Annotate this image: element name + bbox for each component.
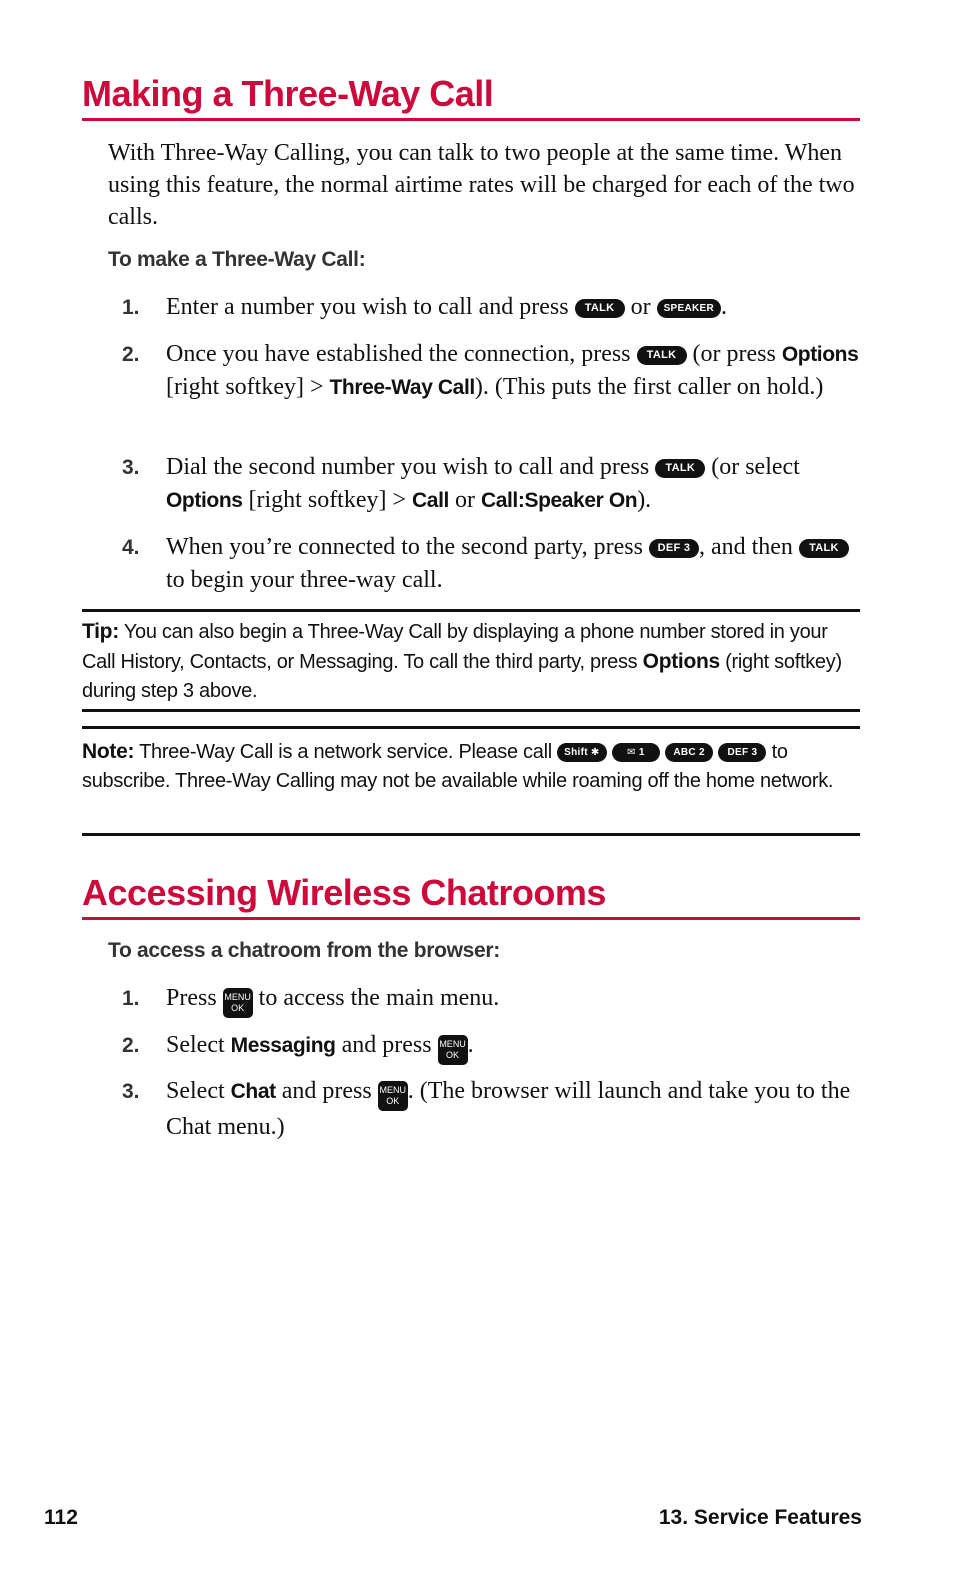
note-text: Three-Way Call is a network service. Please call [139, 741, 552, 763]
text: Once you have established the connection, press [166, 341, 631, 367]
text: or [454, 487, 475, 513]
step-number: 1. [122, 296, 140, 319]
step-text [166, 291, 860, 324]
tip-top-rule [82, 609, 860, 612]
text: (or select [711, 454, 800, 480]
note-box [82, 737, 860, 796]
tip-bottom-rule [82, 709, 860, 712]
tip-box [82, 617, 860, 706]
chat-label: Chat [230, 1080, 276, 1103]
text: Select [166, 1078, 225, 1104]
intro-paragraph: With Three-Way Calling, you can talk to two people at the same time. When using this feature, the normal airtime rates will be charged for each of the two calls. [108, 140, 855, 230]
three-way-call-label: Three-Way Call [329, 376, 475, 399]
text: and press [281, 1078, 372, 1104]
options-label: Options [642, 650, 720, 673]
text: Select [166, 1032, 225, 1058]
talk-key-icon: TALK [637, 346, 687, 365]
menu-key-bottom: OK [231, 1003, 245, 1013]
text: . [467, 1032, 474, 1058]
step-number: 3. [122, 1080, 140, 1103]
menu-key-top: MENU [379, 1085, 406, 1095]
tip-label: Tip: [82, 620, 119, 643]
options-label: Options [166, 489, 243, 512]
menu-ok-key-icon [438, 1035, 468, 1065]
step-text [166, 531, 860, 597]
text: [right softkey] > [248, 487, 407, 513]
text: Press [166, 985, 217, 1011]
text: and press [341, 1032, 432, 1058]
note-text: to subscribe. Three-Way Calling may not be available while roaming off the home network. [82, 741, 834, 792]
menu-key-top: MENU [439, 1039, 466, 1049]
note-label: Note: [82, 740, 135, 763]
call-speaker-on-label: Call:Speaker On [480, 489, 638, 512]
text: Dial the second number you wish to call and press [166, 454, 650, 480]
page-number: 112 [44, 1506, 78, 1529]
talk-key-icon: TALK [799, 539, 849, 558]
key-3-icon: DEF 3 [718, 743, 766, 762]
text: [right softkey] > [166, 374, 324, 400]
step-text [166, 338, 860, 404]
step-number: 3. [122, 456, 140, 479]
text: to begin your three-way call. [166, 567, 443, 593]
text: to access the main menu. [258, 985, 500, 1011]
step-number: 4. [122, 536, 140, 559]
step-text [166, 982, 860, 1018]
key-1-icon: ✉ 1 [612, 743, 660, 762]
menu-ok-key-icon [378, 1081, 408, 1111]
tip-text: (right softkey) during step 3 above. [82, 651, 842, 702]
key-2-icon: ABC 2 [665, 743, 713, 762]
text: or [630, 294, 651, 320]
def3-key-icon: DEF 3 [649, 539, 699, 558]
tip-text: You can also begin a Three-Way Call by displaying a phone number stored in your Call History, Contacts, or Messaging. To call the third party, press [82, 621, 828, 673]
messaging-label: Messaging [230, 1034, 336, 1057]
text: When you’re connected to the second party, press [166, 534, 643, 560]
menu-key-bottom: OK [386, 1096, 400, 1106]
menu-ok-key-icon [223, 988, 253, 1018]
step-number: 2. [122, 343, 140, 366]
talk-key-icon: TALK [575, 299, 625, 318]
text: ). (This puts the first caller on hold.) [474, 374, 824, 400]
text: ). [637, 487, 652, 513]
step-text [166, 1075, 860, 1144]
call-label: Call [412, 489, 449, 512]
text: . [721, 294, 728, 320]
options-label: Options [781, 343, 859, 366]
note-top-rule [82, 726, 860, 729]
text: , and then [698, 534, 793, 560]
step-number: 1. [122, 987, 140, 1010]
step-number: 2. [122, 1034, 140, 1057]
chapter-title: 13. Service Features [658, 1506, 862, 1529]
subhead-access-chatroom: To access a chatroom from the browser: [108, 939, 500, 962]
note-bottom-rule [82, 833, 860, 836]
text: (or press [692, 341, 776, 367]
subhead-make-three-way-call: To make a Three-Way Call: [108, 248, 366, 271]
text: . (The browser will launch and take you to the Chat menu.) [166, 1078, 851, 1140]
menu-key-bottom: OK [446, 1050, 460, 1060]
talk-key-icon: TALK [655, 459, 705, 478]
speaker-key-icon: SPEAKER [657, 299, 721, 318]
shift-key-icon: Shift ✱ [557, 743, 606, 762]
section-title-wireless-chatrooms: Accessing Wireless Chatrooms [82, 871, 860, 920]
section-title-three-way-call: Making a Three-Way Call [82, 72, 860, 121]
step-text [166, 451, 860, 517]
step-text [166, 1029, 860, 1065]
menu-key-top: MENU [224, 992, 251, 1002]
text: Enter a number you wish to call and press [166, 294, 569, 320]
